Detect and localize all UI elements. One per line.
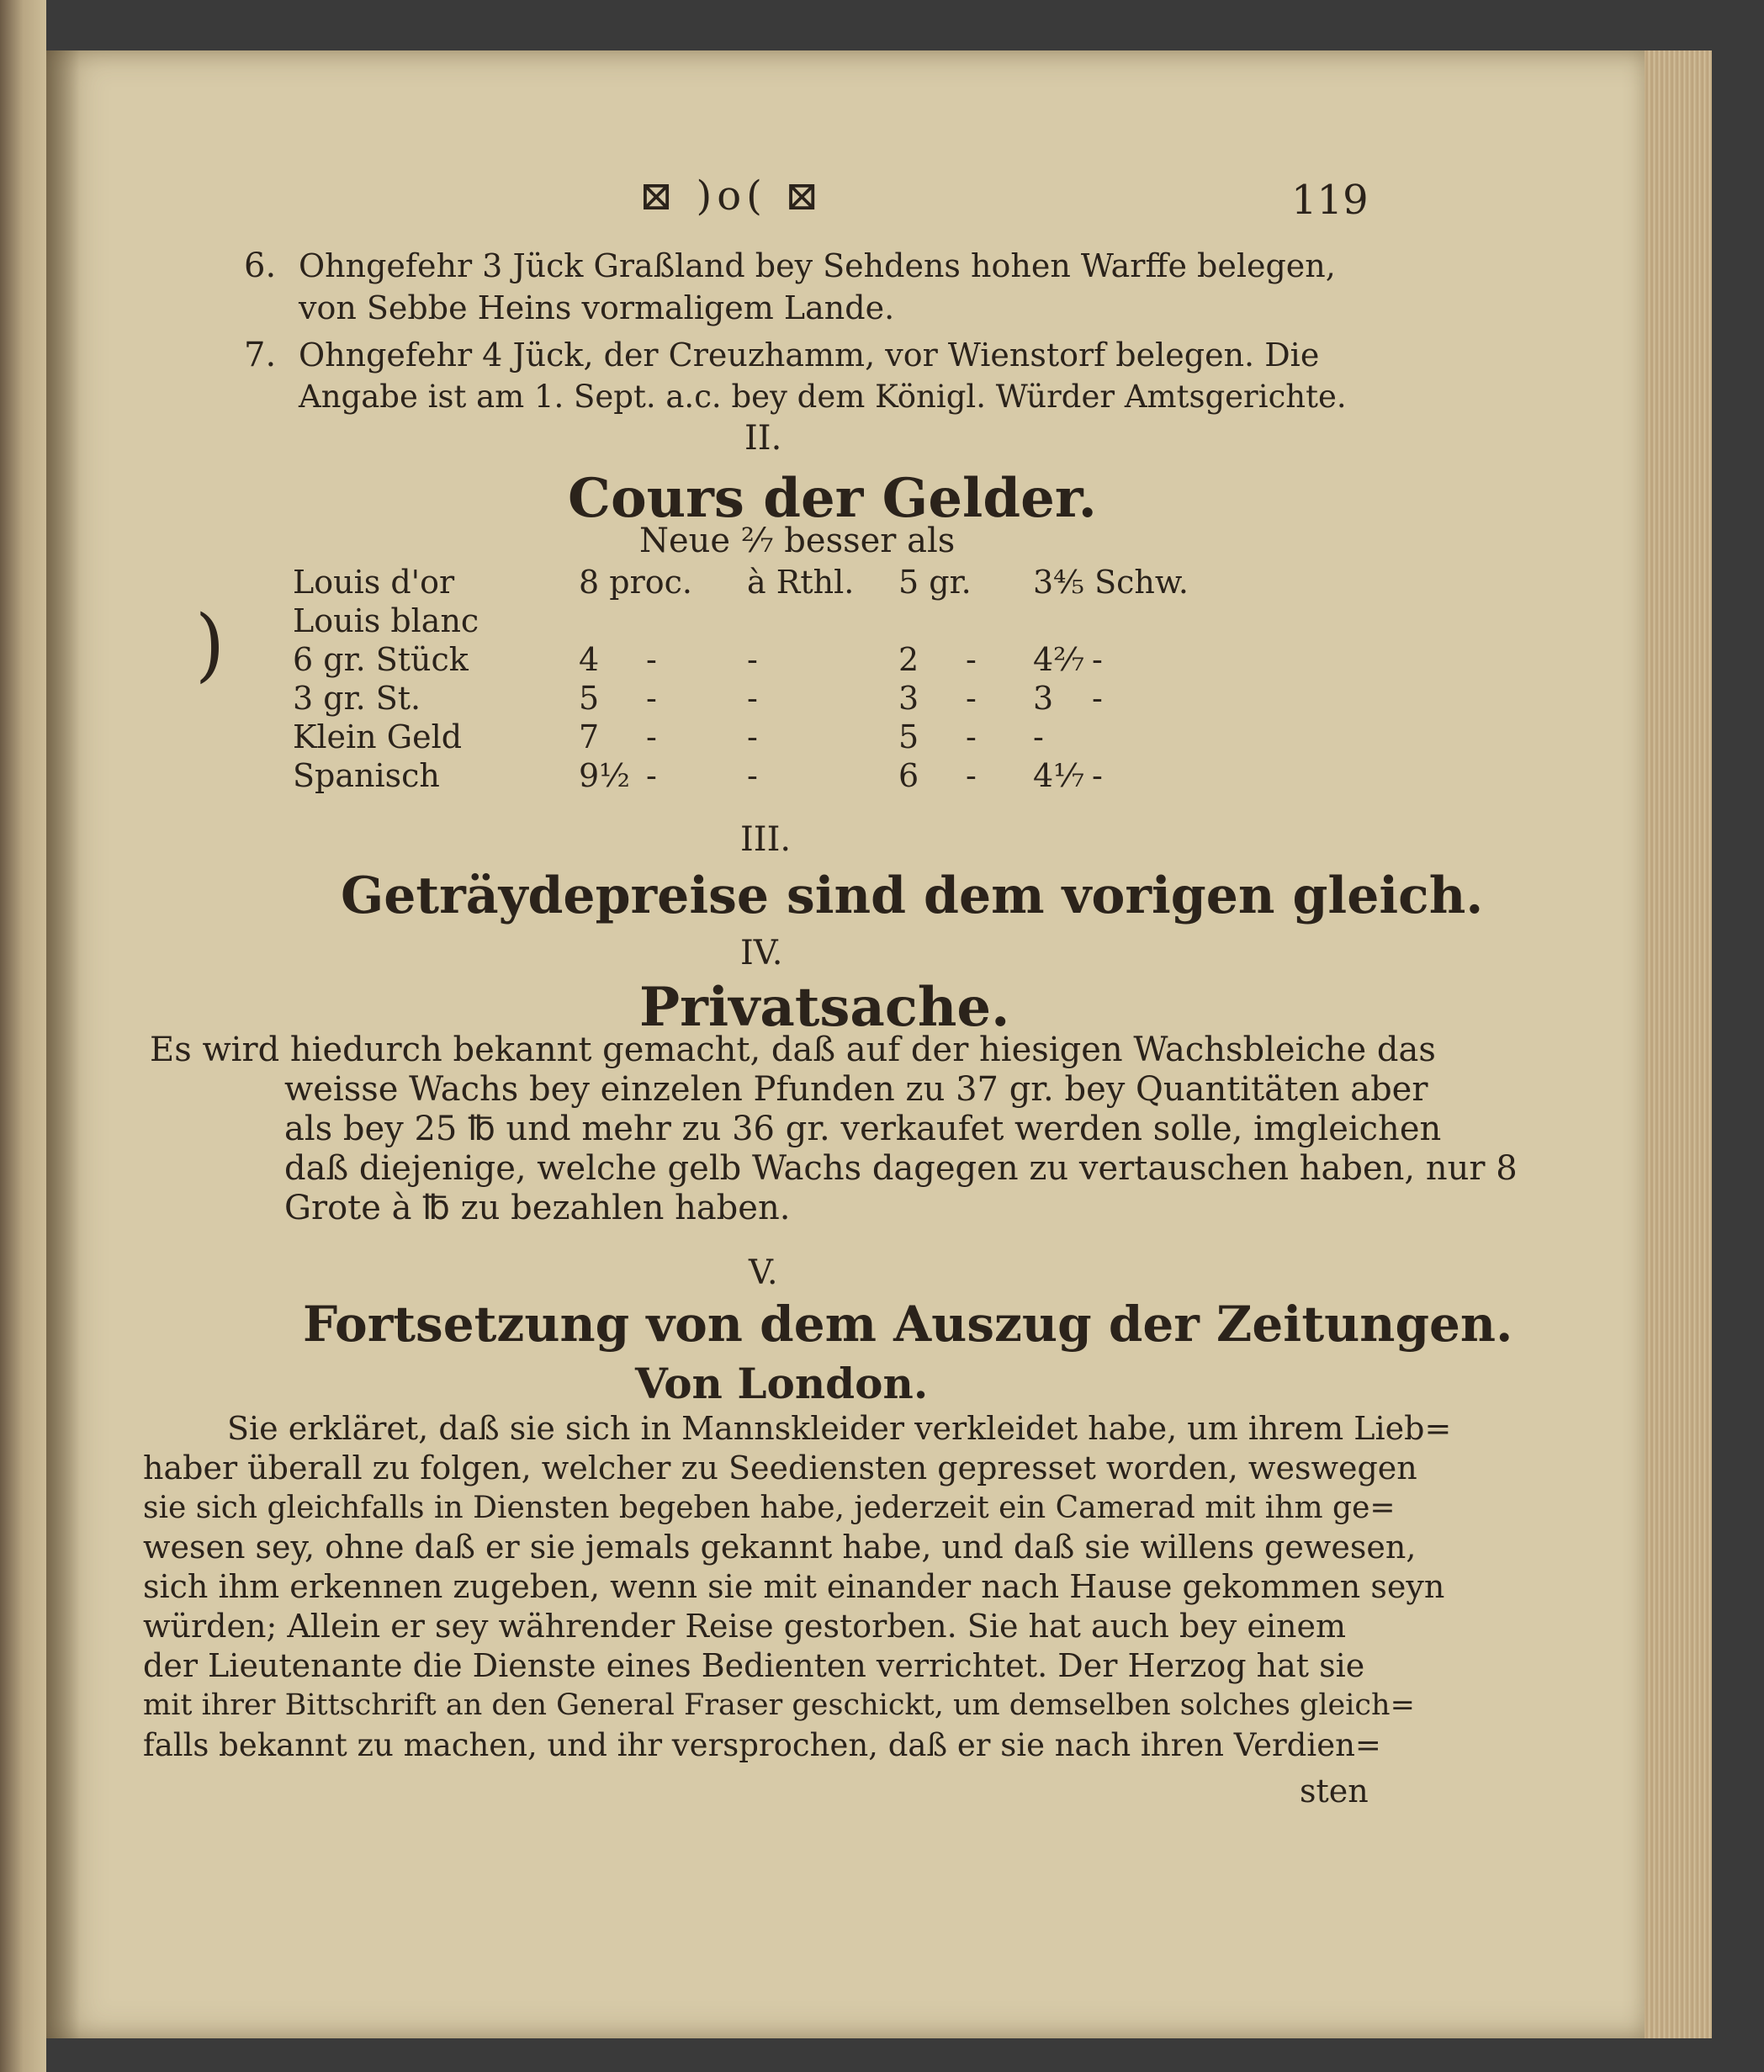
section-3-title: Geträydepreise sind dem vorigen gleich. (341, 866, 1484, 925)
rate-dash: - (1092, 757, 1103, 794)
rate-dash: - (1092, 641, 1103, 678)
paragraph-line: sich ihm erkennen zugeben, wenn sie mit einander nach Hause gekommen seyn (143, 1568, 1445, 1605)
rate-dash: - (966, 680, 977, 717)
item-7-line-1: Ohngefehr 4 Jück, der Creuzhamm, vor Wienstorf belegen. Die (299, 337, 1320, 374)
grouping-brace: ) (195, 598, 225, 692)
rate-name: Louis d'or (293, 564, 455, 601)
item-6-line-1: Ohngefehr 3 Jück Graßland bey Sehdens hohen Warffe belegen, (299, 247, 1336, 284)
paragraph-line: daß diejenige, welche gelb Wachs dagegen zu vertauschen haben, nur 8 (284, 1149, 1518, 1188)
rate-dash: - (1092, 680, 1103, 717)
rate-value: 6 (898, 757, 919, 794)
rate-value: 5 (898, 718, 919, 755)
rate-dash: - (747, 641, 758, 678)
paragraph-line: Sie erkläret, daß sie sich in Mannskleider verkleidet habe, um ihrem Lieb= (227, 1410, 1452, 1447)
item-6-line-2: von Sebbe Heins vormaligem Lande. (299, 289, 895, 326)
rate-row (293, 680, 1210, 718)
section-4-title: Privatsache. (639, 976, 1010, 1039)
paragraph-line: Grote à ℔ zu bezahlen haben. (284, 1189, 791, 1227)
paragraph-line: wesen sey, ohne daß er sie jemals gekannt habe, und daß sie willens gewesen, (143, 1529, 1417, 1566)
rate-dash: - (966, 718, 977, 755)
rate-value: 3⅘ Schw. (1033, 564, 1189, 601)
paragraph-line: würden; Allein er sey währender Reise gestorben. Sie hat auch bey einem (143, 1608, 1346, 1645)
section-3-numeral: III. (740, 820, 792, 859)
rate-dash: - (966, 641, 977, 678)
rate-dash: - (966, 757, 977, 794)
rate-row (293, 602, 1210, 641)
rate-dash: - (646, 680, 657, 717)
rate-name: Klein Geld (293, 718, 463, 755)
adjacent-page-edge (0, 0, 46, 2072)
section-4-numeral: IV. (740, 934, 783, 972)
rate-value: 5 (579, 680, 600, 717)
rate-name: Louis blanc (293, 602, 479, 639)
currency-rate-table (293, 564, 1210, 796)
paragraph-line: haber überall zu folgen, welcher zu Seediensten gepresset worden, weswegen (143, 1449, 1417, 1486)
rate-value: 3 (1033, 680, 1054, 717)
rate-value: 3 (898, 680, 919, 717)
rate-dash: - (646, 718, 657, 755)
section-5-paragraph (143, 1409, 1451, 1765)
rate-dash: - (1033, 718, 1044, 755)
rate-unit: à Rthl. (747, 564, 855, 601)
rate-value: 2 (898, 641, 919, 678)
rate-row (293, 757, 1210, 796)
paragraph-line: falls bekannt zu machen, und ihr versprochen, daß er sie nach ihren Verdien= (143, 1727, 1381, 1763)
section-5-numeral: V. (749, 1253, 778, 1292)
rate-value: 8 proc. (579, 564, 692, 601)
rate-dash: - (747, 757, 758, 794)
paragraph-line: als bey 25 ℔ und mehr zu 36 gr. verkaufet werden solle, imgleichen (284, 1110, 1442, 1148)
header-ornament: ⊠ )o( ⊠ (639, 172, 824, 220)
rate-value: 4 (579, 641, 600, 678)
rate-dash: - (646, 641, 657, 678)
section-2-subtitle: Neue ²⁄₇ besser als (639, 522, 956, 560)
section-2-numeral: II. (744, 419, 782, 458)
item-7-line-2: Angabe ist am 1. Sept. a.c. bey dem Königl. Würder Amtsgerichte. (299, 379, 1347, 415)
page-stack-edge (1645, 50, 1712, 2038)
paragraph-line: weisse Wachs bey einzelen Pfunden zu 37 gr. bey Quantitäten aber (284, 1070, 1428, 1109)
section-4-paragraph (150, 1031, 1518, 1228)
rate-value: 5 gr. (898, 564, 972, 601)
page-number: 119 (1291, 177, 1369, 224)
paragraph-line: Es wird hiedurch bekannt gemacht, daß auf der hiesigen Wachsbleiche das (150, 1031, 1436, 1069)
rate-value: 4¹⁄₇ (1033, 757, 1084, 794)
rate-name: 6 gr. Stück (293, 641, 469, 678)
page-gutter-shadow (46, 50, 80, 2038)
rate-value: 4²⁄₇ (1033, 641, 1084, 678)
rate-value: 9½ (579, 757, 631, 794)
rate-row (293, 718, 1210, 757)
section-5-title: Fortsetzung von dem Auszug der Zeitungen. (303, 1296, 1513, 1353)
rate-dash: - (747, 680, 758, 717)
rate-name: 3 gr. St. (293, 680, 421, 717)
rate-row (293, 641, 1210, 680)
rate-dash: - (646, 757, 657, 794)
catchword: sten (1300, 1773, 1369, 1810)
paragraph-line: der Lieutenante die Dienste eines Bedienten verrichtet. Der Herzog hat sie (143, 1647, 1365, 1684)
item-7-number: 7. (244, 336, 277, 374)
rate-row (293, 564, 1210, 602)
section-2-title: Cours der Gelder. (568, 467, 1097, 530)
rate-name: Spanisch (293, 757, 440, 794)
paragraph-line: sie sich gleichfalls in Diensten begeben habe, jederzeit ein Camerad mit ihm ge= (143, 1491, 1396, 1525)
rate-dash: - (747, 718, 758, 755)
rate-value: 7 (579, 718, 600, 755)
paragraph-line: mit ihrer Bittschrift an den General Fraser geschickt, um demselben solches gleich= (143, 1688, 1415, 1722)
section-5-subtitle: Von London. (635, 1359, 929, 1408)
item-6-number: 6. (244, 246, 277, 285)
